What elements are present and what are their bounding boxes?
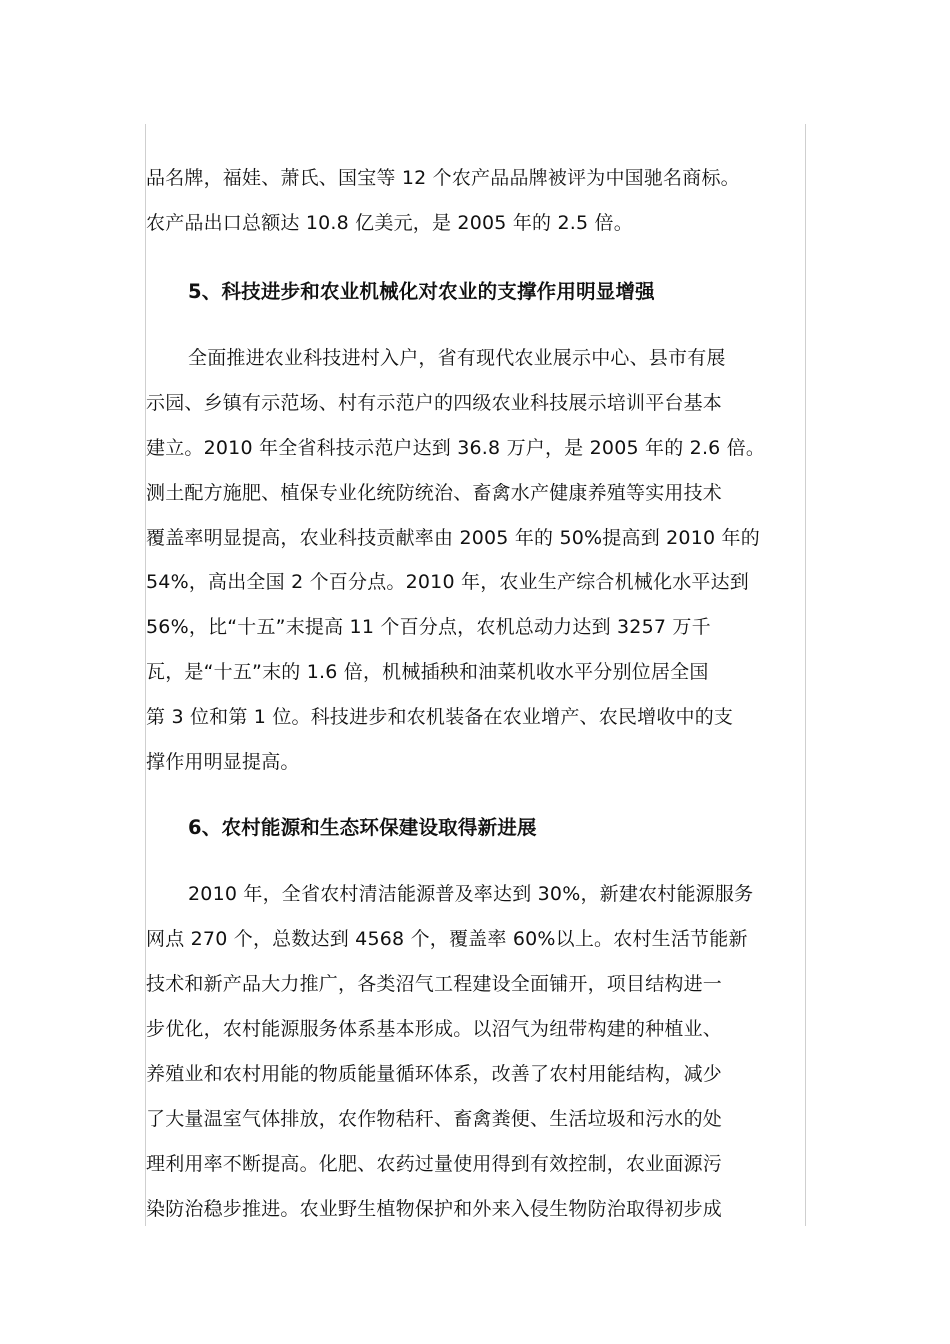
paragraph-line: 染防治稳步推进。农业野生植物保护和外来入侵生物防治取得初步成 — [146, 1198, 723, 1220]
paragraph-line: 示园、乡镇有示范场、村有示范户的四级农业科技展示培训平台基本 — [146, 392, 723, 414]
paragraph-line: 品名牌，福娃、萧氏、国宝等 12 个农产品品牌被评为中国驰名商标。 — [146, 167, 740, 189]
paragraph-line: 网点 270 个，总数达到 4568 个，覆盖率 60%以上。农村生活节能新 — [146, 928, 748, 950]
paragraph-line: 技术和新产品大力推广，各类沼气工程建设全面铺开，项目结构进一 — [146, 973, 723, 995]
paragraph-line: 了大量温室气体排放，农作物秸秆、畜禽粪便、生活垃圾和污水的处 — [146, 1108, 723, 1130]
paragraph-line: 理利用率不断提高。化肥、农药过量使用得到有效控制，农业面源污 — [146, 1153, 723, 1175]
paragraph-line: 步优化，农村能源服务体系基本形成。以沼气为纽带构建的种植业、 — [146, 1018, 723, 1040]
paragraph-line: 瓦，是“十五”末的 1.6 倍，机械插秧和油菜机收水平分别位居全国 — [146, 661, 709, 683]
paragraph-line: 撑作用明显提高。 — [146, 751, 300, 773]
paragraph-line: 54%，高出全国 2 个百分点。2010 年，农业生产综合机械化水平达到 — [146, 571, 749, 593]
section-heading: 6、农村能源和生态环保建设取得新进展 — [188, 816, 537, 839]
paragraph-line: 全面推进农业科技进村入户，省有现代农业展示中心、县市有展 — [188, 347, 726, 369]
paragraph-line: 第 3 位和第 1 位。科技进步和农机装备在农业增产、农民增收中的支 — [146, 706, 734, 728]
paragraph-line: 覆盖率明显提高，农业科技贡献率由 2005 年的 50%提高到 2010 年的 — [146, 527, 760, 549]
paragraph-line: 56%，比“十五”末提高 11 个百分点，农机总动力达到 3257 万千 — [146, 616, 711, 638]
paragraph-line: 测土配方施肥、植保专业化统防统治、畜禽水产健康养殖等实用技术 — [146, 482, 723, 504]
section-heading: 5、科技进步和农业机械化对农业的支撑作用明显增强 — [188, 280, 655, 303]
paragraph-line: 养殖业和农村用能的物质能量循环体系，改善了农村用能结构，减少 — [146, 1063, 723, 1085]
paragraph-line: 农产品出口总额达 10.8 亿美元，是 2005 年的 2.5 倍。 — [146, 212, 633, 234]
paragraph-line: 建立。2010 年全省科技示范户达到 36.8 万户，是 2005 年的 2.6 倍。 — [146, 437, 766, 459]
paragraph-line: 2010 年，全省农村清洁能源普及率达到 30%，新建农村能源服务 — [188, 883, 754, 905]
